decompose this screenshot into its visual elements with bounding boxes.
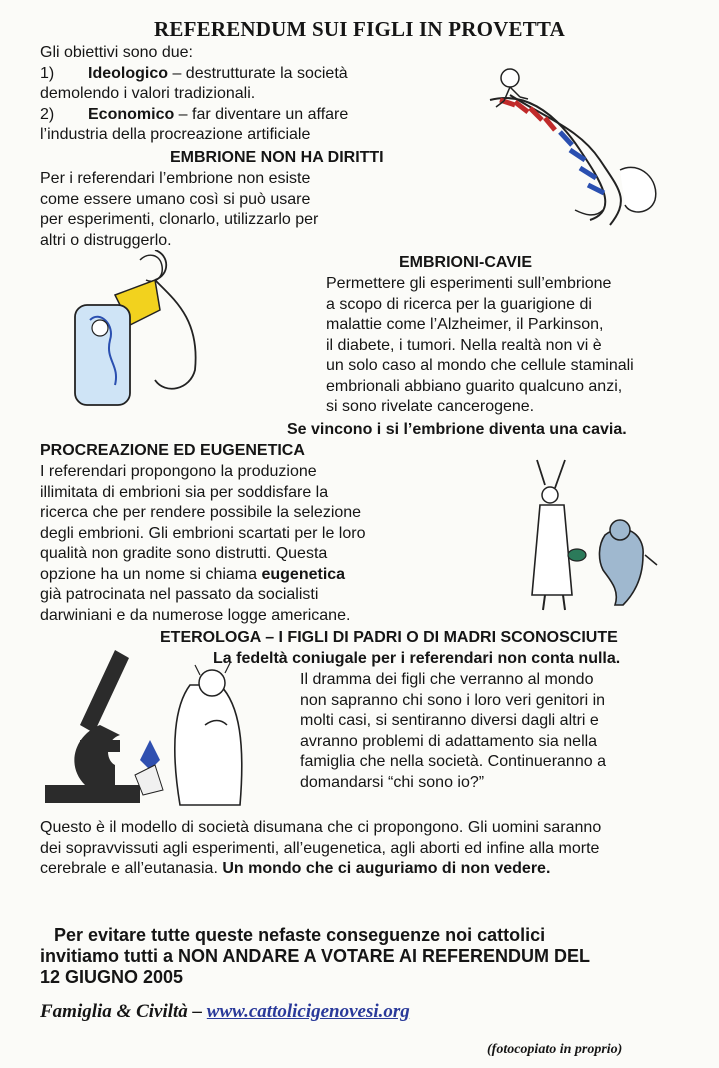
scientist-embryo-illustration <box>60 250 220 410</box>
text-line <box>40 565 365 586</box>
website-link[interactable]: www.cattolicigenovesi.org <box>206 1001 410 1022</box>
text-line: per esperimenti, clonarlo, utilizzarlo per <box>40 211 319 228</box>
scientist-monkey-illustration <box>525 455 675 615</box>
objective-2-heading: Economico <box>88 105 175 123</box>
text-line: un solo caso al mondo che cellule staminali <box>326 357 634 374</box>
page-title: REFERENDUM SUI FIGLI IN PROVETTA <box>154 17 565 41</box>
intro-line: Gli obiettivi sono due: <box>40 44 193 61</box>
text-line: illimitata di embrioni sia per soddisfare la <box>40 483 329 501</box>
text-line: non sapranno chi sono i loro veri genitori in <box>300 691 606 709</box>
text-line: avranno problemi di adattamento sia nella <box>300 732 598 750</box>
appeal-line: 12 GIUGNO 2005 <box>40 967 184 987</box>
section-body-eugenetica <box>40 462 365 626</box>
section-heading-embrione: EMBRIONE NON HA DIRITTI <box>170 149 384 166</box>
text-line: altri o distruggerlo. <box>40 231 172 249</box>
closing-emphasis: Un mondo che ci auguriamo di non vedere. <box>222 860 551 877</box>
text-line: il diabete, i tumori. Nella realtà non vi è <box>326 336 602 354</box>
text-line: Permettere gli esperimenti sull’embrione <box>326 275 612 292</box>
objective-2 <box>40 105 348 126</box>
keyword-eugenetica: eugenetica <box>261 565 346 583</box>
section-body-eterologa <box>300 670 606 793</box>
text-line: embrionali abbiano guarito qualcuno anzi, <box>326 377 623 395</box>
objective-2-number: 2) <box>40 105 55 123</box>
organization-name: Famiglia & Civiltà – <box>40 1001 207 1022</box>
section-body-cavie <box>326 274 634 418</box>
text-line: I referendari propongono la produzione <box>40 463 317 480</box>
footer-organization <box>40 1002 410 1023</box>
section-heading-eterologa: ETEROLOGA – I FIGLI DI PADRI O DI MADRI SCONOSCIUTE <box>160 629 618 646</box>
photocopy-note: (fotocopiato in proprio) <box>487 1042 623 1057</box>
section-subheading-eterologa: La fedeltà coniugale per i referendari non conta nulla. <box>213 650 621 667</box>
objective-1-number: 1) <box>40 64 55 82</box>
text-line: molti casi, si sentiranno diversi dagli altri e <box>300 712 599 729</box>
text-line: dei sopravvissuti agli esperimenti, all’eugenetica, agli aborti ed infine alla morte <box>40 839 600 857</box>
text-line: degli embrioni. Gli embrioni scartati per le loro <box>40 524 366 542</box>
section-heading-eugenetica: PROCREAZIONE ED EUGENETICA <box>40 442 305 459</box>
section-body-embrione <box>40 169 318 251</box>
text-fragment: opzione ha un nome si chiama <box>40 565 262 583</box>
intro-block <box>40 43 348 146</box>
objective-2-continued: l’industria della procreazione artificiale <box>40 126 311 143</box>
text-line: a scopo di ricerca per la guarigione di <box>326 295 592 313</box>
text-line: Per i referendari l’embrione non esiste <box>40 170 311 187</box>
text-line: già patrocinata nel passato da socialisti <box>40 586 319 603</box>
text-line: si sono rivelate cancerogene. <box>326 398 535 415</box>
section-heading-cavie: EMBRIONI-CAVIE <box>399 254 533 271</box>
microscope-illustration <box>40 645 250 815</box>
appeal-line: Per evitare tutte queste nefaste conseguenze noi cattolici <box>54 925 546 945</box>
objective-1 <box>40 64 348 85</box>
text-line: famiglia che nella società. Continueranno a <box>300 753 606 770</box>
text-line: domandarsi “chi sono io?” <box>300 773 485 791</box>
closing-paragraph <box>40 818 601 880</box>
section-conclusion-cavie: Se vincono i si l’embrione diventa una cavia. <box>287 421 627 438</box>
appeal-line: invitiamo tutti a NON ANDARE A VOTARE AI REFERENDUM DEL <box>40 946 591 966</box>
objective-1-text: – destrutturate la società <box>168 64 348 82</box>
text-fragment: cerebrale e all’eutanasia. <box>40 860 223 877</box>
text-line: Il dramma dei figli che verranno al mondo <box>300 671 594 688</box>
objective-2-text: – far diventare un affare <box>174 105 349 123</box>
text-line: come essere umano così si può usare <box>40 190 311 208</box>
objective-1-heading: Ideologico <box>88 64 168 82</box>
text-line: Questo è il modello di società disumana che ci propongono. Gli uomini saranno <box>40 819 602 836</box>
text-line: qualità non gradite sono distrutti. Questa <box>40 545 328 562</box>
appeal-block <box>40 925 590 988</box>
text-line <box>40 859 601 880</box>
text-line: ricerca che per rendere possibile la selezione <box>40 504 362 521</box>
text-line: darwiniani e da numerose logge americane. <box>40 606 351 624</box>
dna-helix-illustration <box>470 60 670 230</box>
objective-1-continued: demolendo i valori tradizionali. <box>40 85 256 102</box>
text-line: malattie come l’Alzheimer, il Parkinson, <box>326 316 604 333</box>
